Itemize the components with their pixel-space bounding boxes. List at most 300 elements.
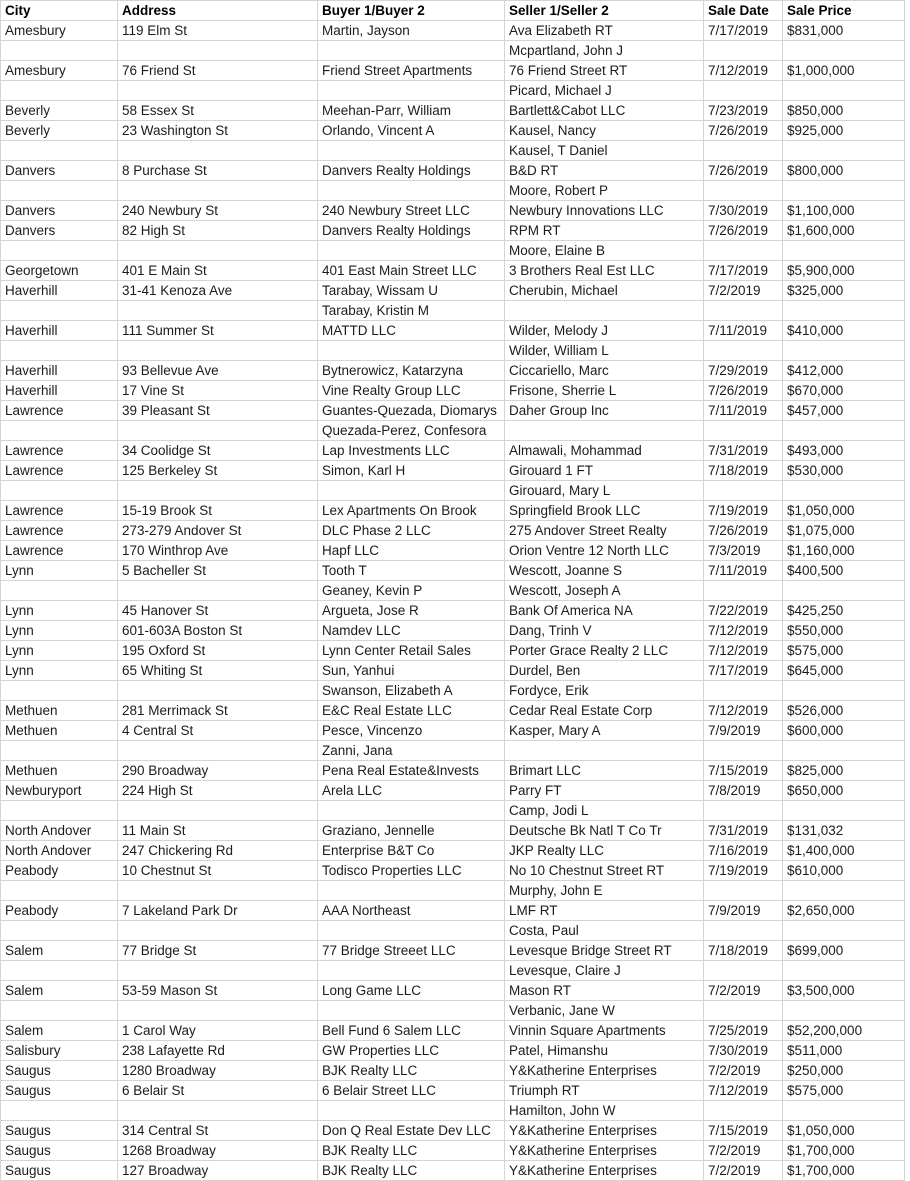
cell-address[interactable]: 82 High St xyxy=(118,221,318,241)
cell-sale-date[interactable]: 7/8/2019 xyxy=(704,781,783,801)
cell-address[interactable]: 238 Lafayette Rd xyxy=(118,1041,318,1061)
cell-address[interactable]: 76 Friend St xyxy=(118,61,318,81)
cell-buyer[interactable] xyxy=(318,481,505,501)
cell-address[interactable]: 39 Pleasant St xyxy=(118,401,318,421)
cell-sale-date[interactable]: 7/19/2019 xyxy=(704,501,783,521)
cell-buyer[interactable]: DLC Phase 2 LLC xyxy=(318,521,505,541)
cell-sale-price[interactable]: $1,000,000 xyxy=(783,61,905,81)
cell-city[interactable] xyxy=(1,741,118,761)
cell-buyer[interactable]: Martin, Jayson xyxy=(318,21,505,41)
cell-buyer[interactable]: E&C Real Estate LLC xyxy=(318,701,505,721)
cell-address[interactable] xyxy=(118,881,318,901)
cell-city[interactable]: Peabody xyxy=(1,901,118,921)
cell-sale-date[interactable] xyxy=(704,581,783,601)
cell-seller[interactable]: Cedar Real Estate Corp xyxy=(505,701,704,721)
cell-sale-date[interactable]: 7/9/2019 xyxy=(704,901,783,921)
cell-sale-price[interactable]: $575,000 xyxy=(783,641,905,661)
cell-buyer[interactable]: Todisco Properties LLC xyxy=(318,861,505,881)
cell-city[interactable]: Georgetown xyxy=(1,261,118,281)
cell-sale-date[interactable]: 7/31/2019 xyxy=(704,821,783,841)
column-header-buyer[interactable]: Buyer 1/Buyer 2 xyxy=(318,1,505,21)
cell-address[interactable]: 45 Hanover St xyxy=(118,601,318,621)
cell-seller[interactable]: No 10 Chestnut Street RT xyxy=(505,861,704,881)
cell-address[interactable] xyxy=(118,681,318,701)
cell-address[interactable] xyxy=(118,181,318,201)
cell-address[interactable]: 125 Berkeley St xyxy=(118,461,318,481)
cell-address[interactable]: 111 Summer St xyxy=(118,321,318,341)
cell-city[interactable] xyxy=(1,41,118,61)
cell-buyer[interactable] xyxy=(318,1001,505,1021)
cell-seller[interactable]: Levesque, Claire J xyxy=(505,961,704,981)
cell-sale-date[interactable] xyxy=(704,241,783,261)
cell-sale-date[interactable]: 7/11/2019 xyxy=(704,321,783,341)
cell-city[interactable]: Salem xyxy=(1,941,118,961)
cell-seller[interactable]: Y&Katherine Enterprises xyxy=(505,1061,704,1081)
cell-sale-date[interactable]: 7/26/2019 xyxy=(704,221,783,241)
cell-sale-price[interactable] xyxy=(783,921,905,941)
cell-seller[interactable]: Picard, Michael J xyxy=(505,81,704,101)
cell-address[interactable]: 34 Coolidge St xyxy=(118,441,318,461)
cell-city[interactable]: Danvers xyxy=(1,201,118,221)
cell-address[interactable] xyxy=(118,481,318,501)
cell-seller[interactable]: LMF RT xyxy=(505,901,704,921)
cell-address[interactable] xyxy=(118,1001,318,1021)
cell-city[interactable]: Saugus xyxy=(1,1061,118,1081)
cell-sale-date[interactable]: 7/16/2019 xyxy=(704,841,783,861)
cell-city[interactable]: Lawrence xyxy=(1,541,118,561)
cell-address[interactable] xyxy=(118,961,318,981)
cell-sale-price[interactable]: $831,000 xyxy=(783,21,905,41)
cell-address[interactable] xyxy=(118,581,318,601)
cell-address[interactable]: 1280 Broadway xyxy=(118,1061,318,1081)
cell-sale-price[interactable] xyxy=(783,301,905,321)
cell-buyer[interactable]: Guantes-Quezada, Diomarys xyxy=(318,401,505,421)
cell-sale-date[interactable]: 7/29/2019 xyxy=(704,361,783,381)
cell-city[interactable]: Lawrence xyxy=(1,461,118,481)
cell-buyer[interactable]: AAA Northeast xyxy=(318,901,505,921)
cell-city[interactable] xyxy=(1,421,118,441)
cell-address[interactable]: 273-279 Andover St xyxy=(118,521,318,541)
cell-address[interactable]: 6 Belair St xyxy=(118,1081,318,1101)
cell-sale-price[interactable]: $550,000 xyxy=(783,621,905,641)
cell-city[interactable]: Methuen xyxy=(1,721,118,741)
cell-sale-price[interactable]: $1,700,000 xyxy=(783,1161,905,1181)
cell-address[interactable]: 53-59 Mason St xyxy=(118,981,318,1001)
cell-address[interactable]: 240 Newbury St xyxy=(118,201,318,221)
cell-seller[interactable]: Camp, Jodi L xyxy=(505,801,704,821)
cell-sale-price[interactable]: $511,000 xyxy=(783,1041,905,1061)
cell-sale-price[interactable]: $493,000 xyxy=(783,441,905,461)
cell-sale-date[interactable]: 7/12/2019 xyxy=(704,641,783,661)
cell-buyer[interactable]: Pesce, Vincenzo xyxy=(318,721,505,741)
cell-seller[interactable]: Dang, Trinh V xyxy=(505,621,704,641)
cell-sale-price[interactable] xyxy=(783,961,905,981)
cell-seller[interactable] xyxy=(505,741,704,761)
cell-city[interactable]: North Andover xyxy=(1,821,118,841)
cell-seller[interactable]: Costa, Paul xyxy=(505,921,704,941)
cell-address[interactable] xyxy=(118,241,318,261)
cell-sale-date[interactable]: 7/15/2019 xyxy=(704,761,783,781)
cell-city[interactable]: Amesbury xyxy=(1,61,118,81)
cell-city[interactable]: Salem xyxy=(1,1021,118,1041)
cell-seller[interactable]: Daher Group Inc xyxy=(505,401,704,421)
cell-seller[interactable]: Verbanic, Jane W xyxy=(505,1001,704,1021)
cell-sale-price[interactable]: $5,900,000 xyxy=(783,261,905,281)
cell-sale-price[interactable] xyxy=(783,681,905,701)
cell-sale-price[interactable]: $1,700,000 xyxy=(783,1141,905,1161)
cell-buyer[interactable]: Quezada-Perez, Confesora xyxy=(318,421,505,441)
cell-city[interactable] xyxy=(1,81,118,101)
cell-seller[interactable]: Vinnin Square Apartments xyxy=(505,1021,704,1041)
cell-sale-price[interactable]: $131,032 xyxy=(783,821,905,841)
cell-address[interactable]: 224 High St xyxy=(118,781,318,801)
cell-buyer[interactable]: Friend Street Apartments xyxy=(318,61,505,81)
cell-city[interactable]: Haverhill xyxy=(1,361,118,381)
cell-sale-price[interactable] xyxy=(783,741,905,761)
cell-seller[interactable]: Springfield Brook LLC xyxy=(505,501,704,521)
cell-seller[interactable]: Patel, Himanshu xyxy=(505,1041,704,1061)
cell-sale-price[interactable]: $530,000 xyxy=(783,461,905,481)
cell-city[interactable] xyxy=(1,1101,118,1121)
cell-sale-date[interactable] xyxy=(704,81,783,101)
cell-sale-date[interactable]: 7/26/2019 xyxy=(704,161,783,181)
cell-buyer[interactable]: GW Properties LLC xyxy=(318,1041,505,1061)
cell-sale-date[interactable] xyxy=(704,1001,783,1021)
cell-sale-price[interactable] xyxy=(783,581,905,601)
cell-sale-date[interactable]: 7/18/2019 xyxy=(704,461,783,481)
cell-city[interactable]: Beverly xyxy=(1,121,118,141)
cell-city[interactable]: Danvers xyxy=(1,161,118,181)
cell-address[interactable]: 65 Whiting St xyxy=(118,661,318,681)
cell-seller[interactable]: Moore, Elaine B xyxy=(505,241,704,261)
cell-sale-price[interactable] xyxy=(783,341,905,361)
cell-sale-date[interactable]: 7/11/2019 xyxy=(704,401,783,421)
cell-seller[interactable]: Fordyce, Erik xyxy=(505,681,704,701)
cell-sale-date[interactable] xyxy=(704,801,783,821)
cell-city[interactable]: Saugus xyxy=(1,1161,118,1181)
cell-city[interactable]: Saugus xyxy=(1,1121,118,1141)
cell-city[interactable]: Danvers xyxy=(1,221,118,241)
cell-sale-date[interactable]: 7/30/2019 xyxy=(704,1041,783,1061)
cell-sale-price[interactable] xyxy=(783,41,905,61)
cell-sale-date[interactable] xyxy=(704,921,783,941)
cell-buyer[interactable]: Danvers Realty Holdings xyxy=(318,161,505,181)
cell-address[interactable]: 1 Carol Way xyxy=(118,1021,318,1041)
cell-sale-price[interactable]: $250,000 xyxy=(783,1061,905,1081)
cell-buyer[interactable]: 401 East Main Street LLC xyxy=(318,261,505,281)
cell-buyer[interactable] xyxy=(318,921,505,941)
cell-buyer[interactable] xyxy=(318,141,505,161)
cell-seller[interactable]: Wilder, William L xyxy=(505,341,704,361)
cell-city[interactable] xyxy=(1,881,118,901)
cell-sale-date[interactable]: 7/30/2019 xyxy=(704,201,783,221)
cell-sale-price[interactable]: $600,000 xyxy=(783,721,905,741)
cell-sale-date[interactable] xyxy=(704,141,783,161)
cell-sale-date[interactable]: 7/2/2019 xyxy=(704,1061,783,1081)
cell-sale-price[interactable]: $1,050,000 xyxy=(783,501,905,521)
cell-address[interactable]: 1268 Broadway xyxy=(118,1141,318,1161)
cell-sale-date[interactable]: 7/12/2019 xyxy=(704,621,783,641)
cell-sale-price[interactable]: $526,000 xyxy=(783,701,905,721)
cell-buyer[interactable] xyxy=(318,81,505,101)
column-header-address[interactable]: Address xyxy=(118,1,318,21)
cell-city[interactable] xyxy=(1,181,118,201)
cell-buyer[interactable]: 77 Bridge Streeet LLC xyxy=(318,941,505,961)
cell-city[interactable]: Lynn xyxy=(1,641,118,661)
cell-address[interactable]: 195 Oxford St xyxy=(118,641,318,661)
cell-sale-date[interactable]: 7/12/2019 xyxy=(704,1081,783,1101)
cell-sale-price[interactable] xyxy=(783,181,905,201)
cell-buyer[interactable]: Argueta, Jose R xyxy=(318,601,505,621)
cell-city[interactable]: Haverhill xyxy=(1,381,118,401)
cell-buyer[interactable]: Swanson, Elizabeth A xyxy=(318,681,505,701)
cell-address[interactable]: 119 Elm St xyxy=(118,21,318,41)
cell-city[interactable]: Salem xyxy=(1,981,118,1001)
cell-city[interactable] xyxy=(1,961,118,981)
cell-sale-date[interactable]: 7/18/2019 xyxy=(704,941,783,961)
cell-seller[interactable]: Frisone, Sherrie L xyxy=(505,381,704,401)
cell-buyer[interactable] xyxy=(318,801,505,821)
cell-seller[interactable]: JKP Realty LLC xyxy=(505,841,704,861)
cell-sale-price[interactable]: $412,000 xyxy=(783,361,905,381)
cell-buyer[interactable] xyxy=(318,181,505,201)
cell-city[interactable] xyxy=(1,921,118,941)
cell-seller[interactable]: Mason RT xyxy=(505,981,704,1001)
cell-sale-date[interactable]: 7/31/2019 xyxy=(704,441,783,461)
cell-sale-date[interactable] xyxy=(704,41,783,61)
cell-address[interactable]: 8 Purchase St xyxy=(118,161,318,181)
cell-buyer[interactable] xyxy=(318,41,505,61)
cell-seller[interactable]: Porter Grace Realty 2 LLC xyxy=(505,641,704,661)
cell-address[interactable]: 77 Bridge St xyxy=(118,941,318,961)
cell-buyer[interactable]: BJK Realty LLC xyxy=(318,1061,505,1081)
cell-buyer[interactable]: Long Game LLC xyxy=(318,981,505,1001)
cell-sale-price[interactable] xyxy=(783,241,905,261)
cell-buyer[interactable] xyxy=(318,961,505,981)
cell-address[interactable]: 10 Chestnut St xyxy=(118,861,318,881)
cell-sale-price[interactable]: $1,050,000 xyxy=(783,1121,905,1141)
cell-sale-price[interactable]: $1,075,000 xyxy=(783,521,905,541)
cell-sale-price[interactable]: $925,000 xyxy=(783,121,905,141)
cell-seller[interactable]: B&D RT xyxy=(505,161,704,181)
cell-buyer[interactable]: MATTD LLC xyxy=(318,321,505,341)
cell-city[interactable]: Lynn xyxy=(1,661,118,681)
cell-buyer[interactable]: Hapf LLC xyxy=(318,541,505,561)
cell-seller[interactable]: Wilder, Melody J xyxy=(505,321,704,341)
cell-city[interactable] xyxy=(1,141,118,161)
cell-city[interactable] xyxy=(1,481,118,501)
cell-address[interactable]: 15-19 Brook St xyxy=(118,501,318,521)
cell-city[interactable]: Methuen xyxy=(1,701,118,721)
cell-seller[interactable]: Triumph RT xyxy=(505,1081,704,1101)
cell-seller[interactable]: Orion Ventre 12 North LLC xyxy=(505,541,704,561)
cell-city[interactable] xyxy=(1,241,118,261)
cell-buyer[interactable]: Lynn Center Retail Sales xyxy=(318,641,505,661)
cell-address[interactable]: 23 Washington St xyxy=(118,121,318,141)
cell-address[interactable] xyxy=(118,81,318,101)
cell-sale-date[interactable]: 7/23/2019 xyxy=(704,101,783,121)
cell-sale-price[interactable]: $425,250 xyxy=(783,601,905,621)
cell-sale-price[interactable]: $1,400,000 xyxy=(783,841,905,861)
cell-sale-price[interactable]: $699,000 xyxy=(783,941,905,961)
cell-sale-price[interactable] xyxy=(783,81,905,101)
cell-sale-price[interactable]: $52,200,000 xyxy=(783,1021,905,1041)
cell-address[interactable]: 31-41 Kenoza Ave xyxy=(118,281,318,301)
column-header-seller[interactable]: Seller 1/Seller 2 xyxy=(505,1,704,21)
cell-seller[interactable]: Mcpartland, John J xyxy=(505,41,704,61)
cell-buyer[interactable]: Pena Real Estate&Invests xyxy=(318,761,505,781)
cell-seller[interactable]: Wescott, Joanne S xyxy=(505,561,704,581)
cell-city[interactable] xyxy=(1,341,118,361)
cell-seller[interactable] xyxy=(505,421,704,441)
cell-address[interactable]: 281 Merrimack St xyxy=(118,701,318,721)
cell-sale-price[interactable]: $400,500 xyxy=(783,561,905,581)
cell-address[interactable]: 7 Lakeland Park Dr xyxy=(118,901,318,921)
cell-buyer[interactable] xyxy=(318,341,505,361)
cell-sale-date[interactable]: 7/19/2019 xyxy=(704,861,783,881)
cell-sale-date[interactable]: 7/15/2019 xyxy=(704,1121,783,1141)
cell-sale-date[interactable]: 7/26/2019 xyxy=(704,121,783,141)
cell-address[interactable]: 17 Vine St xyxy=(118,381,318,401)
cell-city[interactable]: Lynn xyxy=(1,561,118,581)
cell-sale-date[interactable] xyxy=(704,681,783,701)
cell-seller[interactable]: Cherubin, Michael xyxy=(505,281,704,301)
cell-buyer[interactable]: Don Q Real Estate Dev LLC xyxy=(318,1121,505,1141)
cell-sale-price[interactable]: $2,650,000 xyxy=(783,901,905,921)
cell-sale-price[interactable] xyxy=(783,141,905,161)
cell-sale-price[interactable]: $457,000 xyxy=(783,401,905,421)
cell-seller[interactable]: Girouard, Mary L xyxy=(505,481,704,501)
cell-sale-price[interactable] xyxy=(783,481,905,501)
cell-seller[interactable]: 3 Brothers Real Est LLC xyxy=(505,261,704,281)
cell-buyer[interactable]: Enterprise B&T Co xyxy=(318,841,505,861)
cell-buyer[interactable]: Tarabay, Kristin M xyxy=(318,301,505,321)
cell-sale-date[interactable]: 7/17/2019 xyxy=(704,661,783,681)
cell-sale-price[interactable]: $610,000 xyxy=(783,861,905,881)
cell-address[interactable]: 290 Broadway xyxy=(118,761,318,781)
cell-buyer[interactable]: Orlando, Vincent A xyxy=(318,121,505,141)
cell-sale-date[interactable]: 7/2/2019 xyxy=(704,1141,783,1161)
cell-city[interactable]: Amesbury xyxy=(1,21,118,41)
cell-city[interactable]: Newburyport xyxy=(1,781,118,801)
cell-city[interactable]: Haverhill xyxy=(1,281,118,301)
cell-seller[interactable]: Ciccariello, Marc xyxy=(505,361,704,381)
cell-sale-date[interactable]: 7/25/2019 xyxy=(704,1021,783,1041)
cell-seller[interactable]: Deutsche Bk Natl T Co Tr xyxy=(505,821,704,841)
cell-seller[interactable]: Almawali, Mohammad xyxy=(505,441,704,461)
cell-address[interactable]: 314 Central St xyxy=(118,1121,318,1141)
cell-seller[interactable]: Kausel, T Daniel xyxy=(505,141,704,161)
cell-buyer[interactable] xyxy=(318,881,505,901)
cell-buyer[interactable]: 240 Newbury Street LLC xyxy=(318,201,505,221)
cell-seller[interactable]: Moore, Robert P xyxy=(505,181,704,201)
cell-address[interactable]: 127 Broadway xyxy=(118,1161,318,1181)
cell-seller[interactable]: Durdel, Ben xyxy=(505,661,704,681)
cell-sale-date[interactable] xyxy=(704,1101,783,1121)
cell-seller[interactable]: Kasper, Mary A xyxy=(505,721,704,741)
cell-address[interactable] xyxy=(118,341,318,361)
cell-city[interactable]: Lynn xyxy=(1,601,118,621)
cell-city[interactable] xyxy=(1,1001,118,1021)
cell-seller[interactable]: Hamilton, John W xyxy=(505,1101,704,1121)
cell-seller[interactable]: Y&Katherine Enterprises xyxy=(505,1121,704,1141)
cell-address[interactable]: 4 Central St xyxy=(118,721,318,741)
cell-sale-date[interactable]: 7/2/2019 xyxy=(704,981,783,1001)
cell-buyer[interactable]: Vine Realty Group LLC xyxy=(318,381,505,401)
cell-address[interactable]: 11 Main St xyxy=(118,821,318,841)
cell-buyer[interactable] xyxy=(318,241,505,261)
cell-buyer[interactable]: Sun, Yanhui xyxy=(318,661,505,681)
cell-buyer[interactable]: 6 Belair Street LLC xyxy=(318,1081,505,1101)
cell-sale-date[interactable]: 7/26/2019 xyxy=(704,521,783,541)
cell-seller[interactable]: Brimart LLC xyxy=(505,761,704,781)
cell-buyer[interactable]: Arela LLC xyxy=(318,781,505,801)
cell-city[interactable]: Lawrence xyxy=(1,441,118,461)
cell-seller[interactable]: Levesque Bridge Street RT xyxy=(505,941,704,961)
cell-sale-date[interactable] xyxy=(704,301,783,321)
cell-address[interactable] xyxy=(118,301,318,321)
cell-city[interactable]: Haverhill xyxy=(1,321,118,341)
column-header-sale-date[interactable]: Sale Date xyxy=(704,1,783,21)
cell-sale-date[interactable]: 7/17/2019 xyxy=(704,21,783,41)
cell-buyer[interactable]: Namdev LLC xyxy=(318,621,505,641)
cell-sale-price[interactable]: $645,000 xyxy=(783,661,905,681)
cell-sale-price[interactable]: $850,000 xyxy=(783,101,905,121)
cell-sale-date[interactable] xyxy=(704,961,783,981)
cell-sale-price[interactable]: $825,000 xyxy=(783,761,905,781)
cell-sale-price[interactable]: $670,000 xyxy=(783,381,905,401)
cell-seller[interactable]: Murphy, John E xyxy=(505,881,704,901)
cell-sale-date[interactable]: 7/17/2019 xyxy=(704,261,783,281)
cell-seller[interactable]: Parry FT xyxy=(505,781,704,801)
cell-buyer[interactable]: Tarabay, Wissam U xyxy=(318,281,505,301)
cell-sale-date[interactable]: 7/22/2019 xyxy=(704,601,783,621)
cell-sale-date[interactable]: 7/26/2019 xyxy=(704,381,783,401)
cell-city[interactable] xyxy=(1,301,118,321)
cell-city[interactable]: Lawrence xyxy=(1,401,118,421)
cell-seller[interactable]: Bartlett&Cabot LLC xyxy=(505,101,704,121)
cell-sale-date[interactable]: 7/3/2019 xyxy=(704,541,783,561)
cell-buyer[interactable]: Danvers Realty Holdings xyxy=(318,221,505,241)
cell-address[interactable]: 58 Essex St xyxy=(118,101,318,121)
cell-buyer[interactable]: Lex Apartments On Brook xyxy=(318,501,505,521)
cell-sale-date[interactable]: 7/2/2019 xyxy=(704,1161,783,1181)
cell-sale-price[interactable]: $1,100,000 xyxy=(783,201,905,221)
cell-sale-date[interactable]: 7/11/2019 xyxy=(704,561,783,581)
cell-sale-date[interactable] xyxy=(704,341,783,361)
cell-sale-price[interactable]: $410,000 xyxy=(783,321,905,341)
cell-buyer[interactable]: Simon, Karl H xyxy=(318,461,505,481)
cell-address[interactable]: 170 Winthrop Ave xyxy=(118,541,318,561)
cell-sale-price[interactable] xyxy=(783,1101,905,1121)
cell-city[interactable]: Methuen xyxy=(1,761,118,781)
cell-buyer[interactable]: Zanni, Jana xyxy=(318,741,505,761)
cell-city[interactable]: Lynn xyxy=(1,621,118,641)
cell-seller[interactable] xyxy=(505,301,704,321)
cell-city[interactable]: Salisbury xyxy=(1,1041,118,1061)
cell-sale-price[interactable]: $3,500,000 xyxy=(783,981,905,1001)
cell-sale-date[interactable] xyxy=(704,741,783,761)
cell-city[interactable]: Saugus xyxy=(1,1141,118,1161)
cell-buyer[interactable]: Meehan-Parr, William xyxy=(318,101,505,121)
cell-buyer[interactable]: Graziano, Jennelle xyxy=(318,821,505,841)
cell-seller[interactable]: Y&Katherine Enterprises xyxy=(505,1161,704,1181)
cell-buyer[interactable] xyxy=(318,1101,505,1121)
cell-address[interactable] xyxy=(118,741,318,761)
cell-buyer[interactable]: Geaney, Kevin P xyxy=(318,581,505,601)
cell-seller[interactable]: RPM RT xyxy=(505,221,704,241)
cell-sale-price[interactable]: $575,000 xyxy=(783,1081,905,1101)
